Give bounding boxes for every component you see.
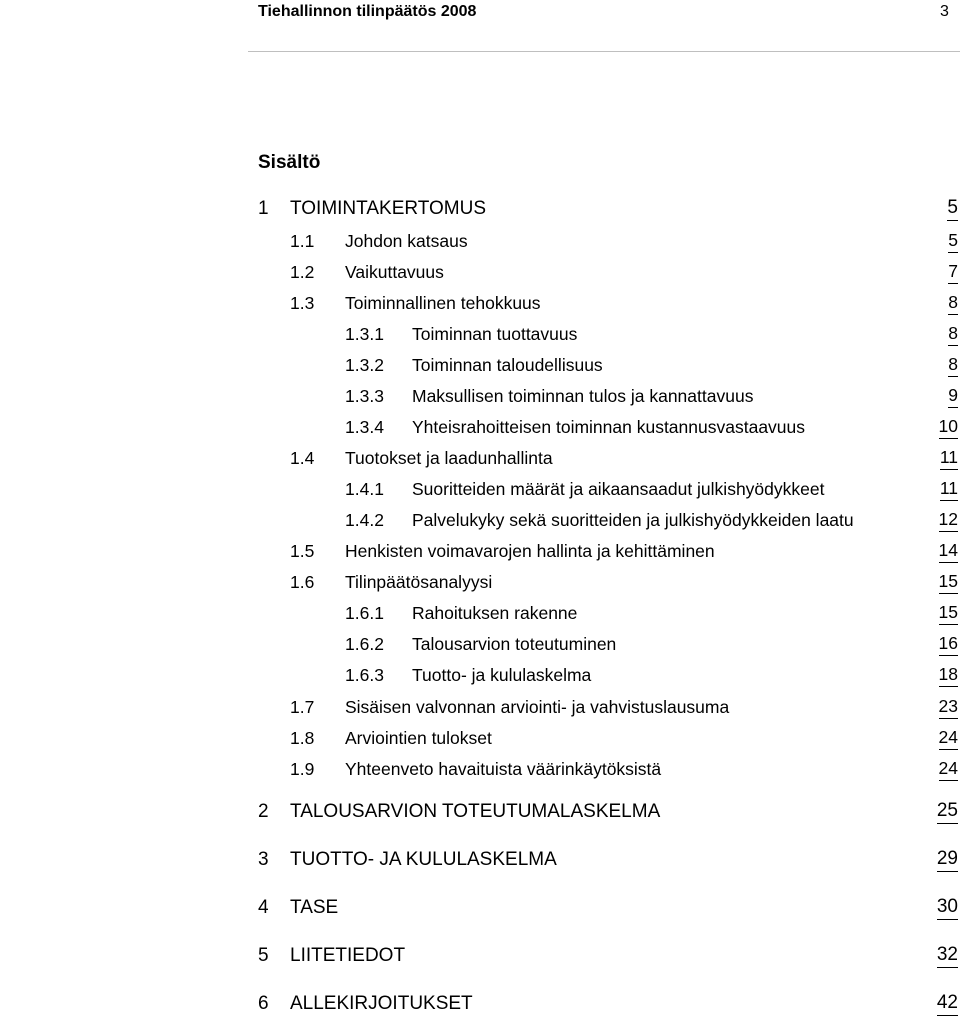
toc-entry-number: 1.2	[290, 262, 315, 282]
toc-entry[interactable]	[0, 414, 960, 440]
toc-entry[interactable]	[0, 507, 960, 533]
toc-entry[interactable]	[0, 196, 960, 222]
toc-entry[interactable]	[0, 290, 960, 316]
toc-entry-title: Toiminnan taloudellisuus	[412, 355, 603, 375]
toc-entry-number: 1.3.1	[345, 324, 384, 344]
toc-entry[interactable]	[0, 600, 960, 626]
toc-entry-page[interactable]: 10	[939, 414, 958, 439]
toc-entry-number: 1.1	[290, 231, 315, 251]
toc-entry-title: LIITETIEDOT	[290, 945, 406, 966]
toc-entry-page[interactable]: 24	[939, 725, 958, 750]
toc-entry-number: 1.3.2	[345, 355, 384, 375]
toc-entry-page[interactable]: 12	[939, 507, 958, 532]
toc-entry-title: TUOTTO- JA KULULASKELMA	[290, 849, 557, 870]
toc-entry-number: 2	[258, 801, 269, 822]
toc-entry-number: 1.3.4	[345, 417, 384, 437]
toc-entry-number: 1.6	[290, 572, 315, 592]
toc-entry-title: Yhteenveto havaituista väärinkäytöksistä	[345, 759, 662, 779]
toc-entry-title: Maksullisen toiminnan tulos ja kannattavuus	[412, 386, 754, 406]
toc-entry-page[interactable]: 5	[947, 196, 958, 221]
toc-entry-number: 1.8	[290, 728, 315, 748]
toc-entry[interactable]	[0, 631, 960, 657]
toc-entry[interactable]	[0, 228, 960, 254]
document-title: Tiehallinnon tilinpäätös 2008	[258, 3, 477, 20]
toc-entry-number: 1.6.3	[345, 665, 384, 685]
toc-entry-page[interactable]: 15	[939, 600, 958, 625]
toc-entry[interactable]	[0, 445, 960, 471]
toc-entry-title: Yhteisrahoitteisen toiminnan kustannusvastaavuus	[412, 417, 806, 437]
toc-entry-page[interactable]: 32	[937, 943, 958, 968]
toc-entry-title: ALLEKIRJOITUKSET	[290, 993, 473, 1014]
toc-entry[interactable]	[0, 352, 960, 378]
toc-entry-title: Vaikuttavuus	[345, 262, 444, 282]
toc-entry[interactable]	[0, 756, 960, 782]
toc-entry-title: Tuotto- ja kululaskelma	[412, 665, 592, 685]
toc-entry-title: Arviointien tulokset	[345, 728, 492, 748]
toc-entry-page[interactable]: 23	[939, 694, 958, 719]
page-number: 3	[940, 3, 949, 20]
toc-entry-page[interactable]: 29	[937, 847, 958, 872]
toc-entry[interactable]	[0, 662, 960, 688]
toc-entry-page[interactable]: 14	[939, 538, 958, 563]
toc-entry[interactable]	[0, 943, 960, 969]
toc-entry-number: 1.3	[290, 293, 315, 313]
toc-entry[interactable]	[0, 847, 960, 873]
toc-entry-number: 1.4.1	[345, 479, 384, 499]
toc-entry[interactable]	[0, 476, 960, 502]
toc-entry-number: 1.3.3	[345, 386, 384, 406]
toc-entry[interactable]	[0, 383, 960, 409]
toc-entry-number: 1	[258, 198, 269, 219]
toc-heading: Sisältö	[258, 152, 321, 173]
toc-entry-page[interactable]: 8	[948, 290, 958, 315]
toc-entry-title: Tuotokset ja laadunhallinta	[345, 448, 553, 468]
toc-entry-number: 6	[258, 993, 269, 1014]
toc-entry-title: Toiminnan tuottavuus	[412, 324, 578, 344]
toc-entry-number: 1.5	[290, 541, 315, 561]
toc-entry-title: TASE	[290, 897, 339, 918]
toc-entry[interactable]	[0, 569, 960, 595]
toc-entry-page[interactable]: 8	[948, 321, 958, 346]
toc-entry-title: Henkisten voimavarojen hallinta ja kehittäminen	[345, 541, 715, 561]
toc-entry[interactable]	[0, 991, 960, 1017]
toc-entry-page[interactable]: 18	[939, 662, 958, 687]
toc-entry-title: Toiminnallinen tehokkuus	[345, 293, 541, 313]
toc-entry-number: 1.6.2	[345, 634, 384, 654]
toc-entry-page[interactable]: 11	[940, 476, 958, 501]
toc-entry[interactable]	[0, 259, 960, 285]
toc-entry-number: 1.9	[290, 759, 315, 779]
toc-entry[interactable]	[0, 799, 960, 825]
toc-entry-number: 1.4	[290, 448, 315, 468]
toc-entry-page[interactable]: 15	[939, 569, 958, 594]
toc-entry-page[interactable]: 16	[939, 631, 958, 656]
toc-entry-number: 3	[258, 849, 269, 870]
toc-entry-title: Rahoituksen rakenne	[412, 603, 578, 623]
toc-entry[interactable]	[0, 694, 960, 720]
toc-entry[interactable]	[0, 895, 960, 921]
toc-entry[interactable]	[0, 725, 960, 751]
header-divider	[248, 51, 960, 52]
toc-entry-page[interactable]: 42	[937, 991, 958, 1016]
toc-entry[interactable]	[0, 321, 960, 347]
toc-entry-title: Suoritteiden määrät ja aikaansaadut julkishyödykkeet	[412, 479, 825, 499]
toc-entry-page[interactable]: 11	[940, 445, 958, 470]
toc-entry-title: TOIMINTAKERTOMUS	[290, 198, 487, 219]
toc-entry-title: Talousarvion toteutuminen	[412, 634, 617, 654]
toc-entry-page[interactable]: 8	[948, 352, 958, 377]
toc-entry-page[interactable]: 25	[937, 799, 958, 824]
toc-entry-title: Sisäisen valvonnan arviointi- ja vahvistuslausuma	[345, 697, 730, 717]
toc-entry-page[interactable]: 9	[948, 383, 958, 408]
toc-entry[interactable]	[0, 538, 960, 564]
toc-entry-title: Palvelukyky sekä suoritteiden ja julkishyödykkeiden laatu	[412, 510, 854, 530]
toc-entry-page[interactable]: 5	[948, 228, 958, 253]
toc-entry-page[interactable]: 7	[948, 259, 958, 284]
toc-entry-title: Johdon katsaus	[345, 231, 468, 251]
toc-entry-title: Tilinpäätösanalyysi	[345, 572, 493, 592]
toc-entry-page[interactable]: 30	[937, 895, 958, 920]
toc-entry-number: 1.4.2	[345, 510, 384, 530]
toc-entry-page[interactable]: 24	[939, 756, 958, 781]
toc-entry-number: 5	[258, 945, 269, 966]
toc-entry-number: 1.6.1	[345, 603, 384, 623]
toc-entry-number: 1.7	[290, 697, 315, 717]
toc-entry-number: 4	[258, 897, 269, 918]
toc-entry-title: TALOUSARVION TOTEUTUMALASKELMA	[290, 801, 661, 822]
